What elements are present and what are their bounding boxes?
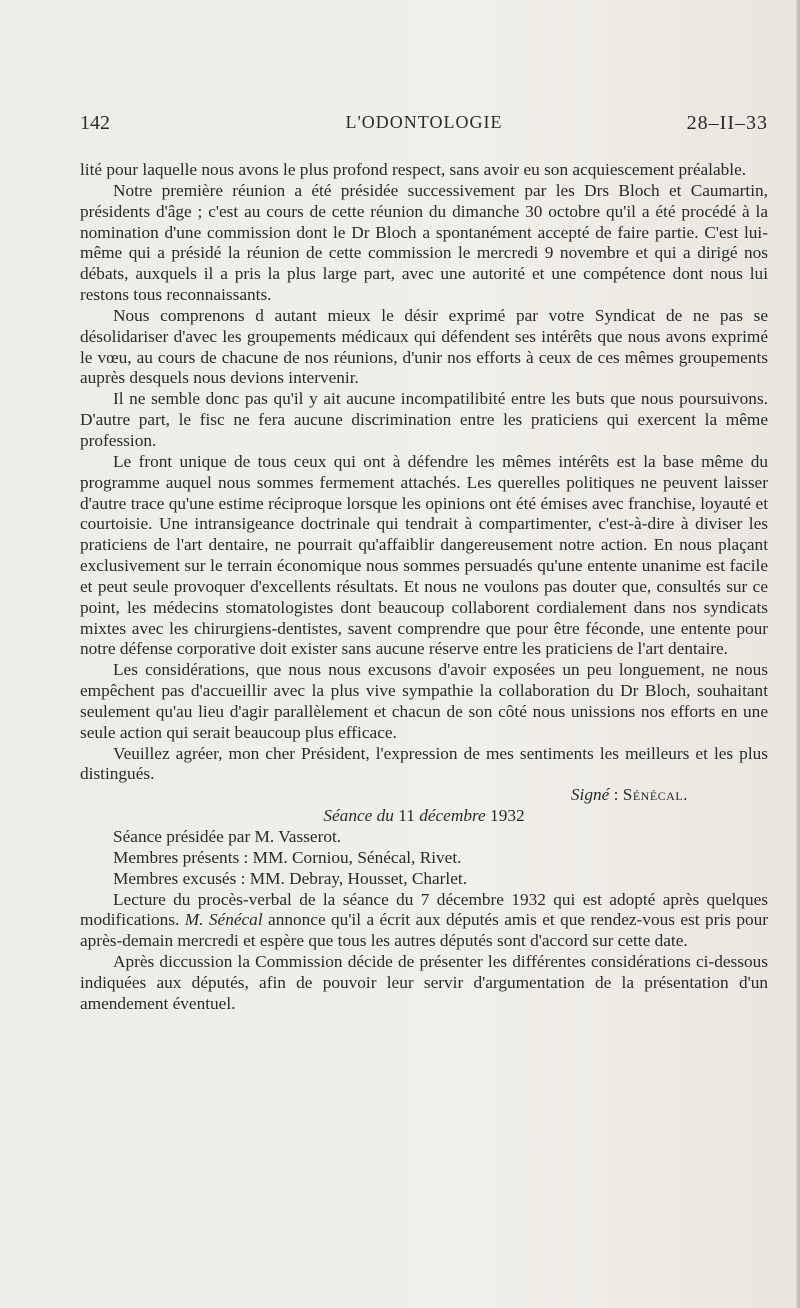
attendance-line: Membres présents : MM. Corniou, Sénécal, Rivet. [113, 847, 462, 867]
signature-separator: : [609, 785, 623, 805]
signature-label: Signé [570, 785, 610, 805]
minutes-speaker: M. Sénécal [184, 910, 263, 930]
paragraph: Nous comprenons d autant mieux le désir exprimé par votre Syndicat de ne pas se désolidariser d'avec les groupements médicaux qui défendent ses intérêts que nous avons exprimé le vœu, au cours de chacune de nos réunions, d'unir nos efforts à ceux de ces mêmes groupements auprès desquels nous devions intervenir. [80, 305, 768, 388]
section-heading-prefix: Séance du [323, 806, 394, 826]
minutes-text: annonce qu'il a écrit aux députés amis et que rendez-vous est pris pour après-demain mercredi et espère que tous les autres députés sont d'accord sur cette date. [80, 910, 768, 951]
journal-title: L'ODONTOLOGIE [345, 112, 503, 132]
section-heading-year: 1932 [485, 806, 525, 826]
running-header [80, 112, 768, 138]
signature-line [80, 785, 768, 806]
signature-name: Sénécal. [622, 785, 688, 805]
issue-date: 28–II–33 [686, 112, 768, 134]
paragraph: Notre première réunion a été présidée successivement par les Drs Bloch et Caumartin, présidents d'âge ; c'est au cours de cette réunion du dimanche 30 octobre qu'il a été procédé à la nomination d'une commission dont le Dr Bloch a spontanément accepté de faire partie. C'est lui-même qui a présidé la réunion de cette commission le mercredi 9 novembre et qui a dirigé nos débats, auxquels il a pris la plus large part, avec une autorité et une compétence dont nous lui restons tous reconnaissants. [80, 180, 768, 305]
section-heading-day: 11 [393, 806, 420, 826]
paragraph: lité pour laquelle nous avons le plus profond respect, sans avoir eu son acquiescement préalable. [80, 160, 747, 179]
minutes-text: Lecture du procès-verbal de la séance du 7 décembre 1932 qui est adopté après quelques modifications. [80, 889, 768, 930]
paragraph: Le front unique de tous ceux qui ont à défendre les mêmes intérêts est la base même du programme auquel nous sommes fermement attachés. Les querelles politiques ne peuvent laisser d'autre trace qu'une estime réciproque lorsque les opinions ont été émises avec franchise, loyauté et courtoisie. Une intransigeance doctrinale qui tendrait à compartimenter, c'est-à-dire à diviser les praticiens de l'art dentaire, ne pourrait qu'affaiblir dangereusement notre action. En nous plaçant exclusivement sur le terrain économique nous sommes persuadés qu'une entente unanime est facile et peut seule provoquer d'excellents résultats. Et nous ne voulons pas douter que, consultés sur ce point, les médecins stomatologistes dont beaucoup collaborent cordialement dans nos syndicats mixtes avec les chirurgiens-dentistes, savent comprendre que pour être féconde, une entente pour notre défense corporative doit exister sans aucune réserve entre les praticiens de l'art dentaire. [80, 451, 768, 659]
page-number: 142 [80, 112, 110, 134]
paragraph: Il ne semble donc pas qu'il y ait aucune incompatilibité entre les buts que nous poursuivons. D'autre part, le fisc ne fera aucune discrimination entre les praticiens qui exercent la même profession. [80, 389, 768, 450]
paragraph: Veuillez agréer, mon cher Président, l'expression de mes sentiments les meilleurs et les plus distingués. [80, 743, 768, 784]
attendance-line: Membres excusés : MM. Debray, Housset, Charlet. [113, 868, 468, 888]
section-heading-month: décembre [419, 806, 486, 826]
section-heading [80, 806, 768, 827]
page-edge [796, 0, 800, 1308]
page-body [80, 160, 768, 1015]
paragraph: Les considérations, que nous nous excusons d'avoir exposées un peu longuement, ne nous empêchent pas d'accueillir avec la plus vive sympathie la collaboration du Dr Bloch, souhaitant seulement qu'au lieu d'agir parallèlement et chacun de son côté nous unissions nos efforts en une seule action qui serait beaucoup plus efficace. [80, 660, 768, 742]
attendance-line: Séance présidée par M. Vasserot. [113, 827, 342, 846]
minutes-paragraph: Après diccussion la Commission décide de présenter les différentes considérations ci-dessous indiquées aux députés, afin de pouvoir leur servir d'argumentation de la présentation d'un amendement éventuel. [80, 952, 768, 1013]
minutes-paragraph [80, 890, 768, 953]
